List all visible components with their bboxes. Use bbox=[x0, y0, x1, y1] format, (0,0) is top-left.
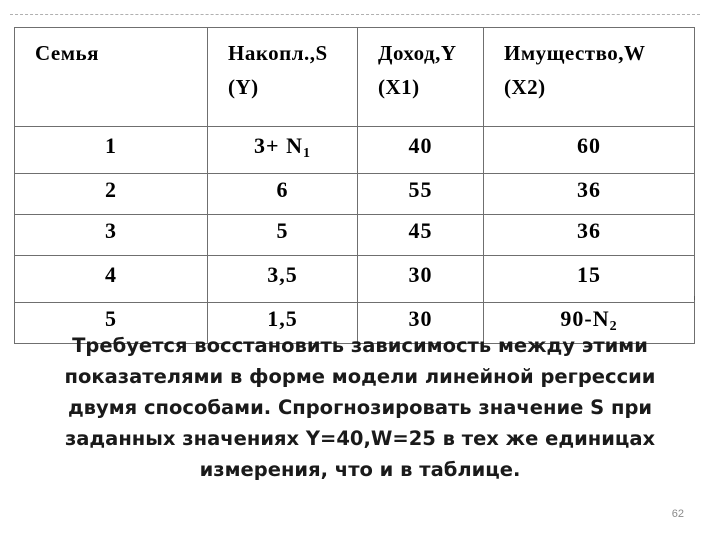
cell-savings bbox=[208, 256, 358, 303]
cell-property-main: 15 bbox=[577, 262, 601, 287]
cell-family: 2 bbox=[15, 174, 208, 215]
header-income-line1: Доход,Y bbox=[378, 41, 457, 65]
cell-income: 45 bbox=[358, 215, 484, 256]
cell-income: 55 bbox=[358, 174, 484, 215]
header-savings bbox=[208, 28, 358, 127]
cell-savings-main: 3+ N bbox=[254, 133, 303, 158]
cell-property bbox=[484, 127, 695, 174]
cell-family: 5 bbox=[15, 303, 208, 344]
cell-savings-main: 6 bbox=[276, 177, 289, 202]
cell-income: 40 bbox=[358, 127, 484, 174]
header-family-line1: Семья bbox=[35, 41, 100, 65]
cell-family: 1 bbox=[15, 127, 208, 174]
header-income-line2: (X1) bbox=[378, 75, 420, 99]
cell-property-main: 36 bbox=[577, 218, 601, 243]
table-row bbox=[15, 127, 695, 174]
table-header-row bbox=[15, 28, 695, 127]
cell-savings-main: 5 bbox=[276, 218, 289, 243]
header-family bbox=[15, 28, 208, 127]
cell-savings bbox=[208, 215, 358, 256]
header-property-line1: Имущество,W bbox=[504, 41, 646, 65]
header-property bbox=[484, 28, 695, 127]
header-savings-line2: (Y) bbox=[228, 75, 259, 99]
cell-property-subscript: 2 bbox=[609, 319, 618, 334]
cell-property bbox=[484, 174, 695, 215]
cell-income: 30 bbox=[358, 303, 484, 344]
cell-property-main: 36 bbox=[577, 177, 601, 202]
cell-property-main: 90-N bbox=[560, 306, 610, 331]
cell-savings bbox=[208, 127, 358, 174]
table-row bbox=[15, 256, 695, 303]
cell-savings bbox=[208, 174, 358, 215]
cell-property-main: 60 bbox=[577, 133, 601, 158]
page-number: 62 bbox=[671, 508, 684, 520]
cell-savings-main: 3,5 bbox=[267, 262, 298, 287]
cell-property bbox=[484, 215, 695, 256]
table-edge-mark bbox=[694, 296, 695, 300]
header-income bbox=[358, 28, 484, 127]
task-description: Требуется восстановить зависимость между этими показателями в форме модели линейной регрессии двумя способами. Спрогнозировать значение S при заданных значениях Y=40,W=25 в тех же единицах измерения, что и в таблице. bbox=[64, 334, 656, 481]
table-row bbox=[15, 215, 695, 256]
cell-income: 30 bbox=[358, 256, 484, 303]
cell-family: 3 bbox=[15, 215, 208, 256]
header-savings-line1: Накопл.,S bbox=[228, 41, 328, 65]
table-row bbox=[15, 174, 695, 215]
header-property-line2: (X2) bbox=[504, 75, 546, 99]
cell-property bbox=[484, 256, 695, 303]
cell-savings-main: 1,5 bbox=[267, 306, 298, 331]
cell-family: 4 bbox=[15, 256, 208, 303]
cell-savings-subscript: 1 bbox=[302, 146, 311, 161]
data-table bbox=[14, 27, 695, 344]
top-border-artifact bbox=[10, 14, 700, 17]
